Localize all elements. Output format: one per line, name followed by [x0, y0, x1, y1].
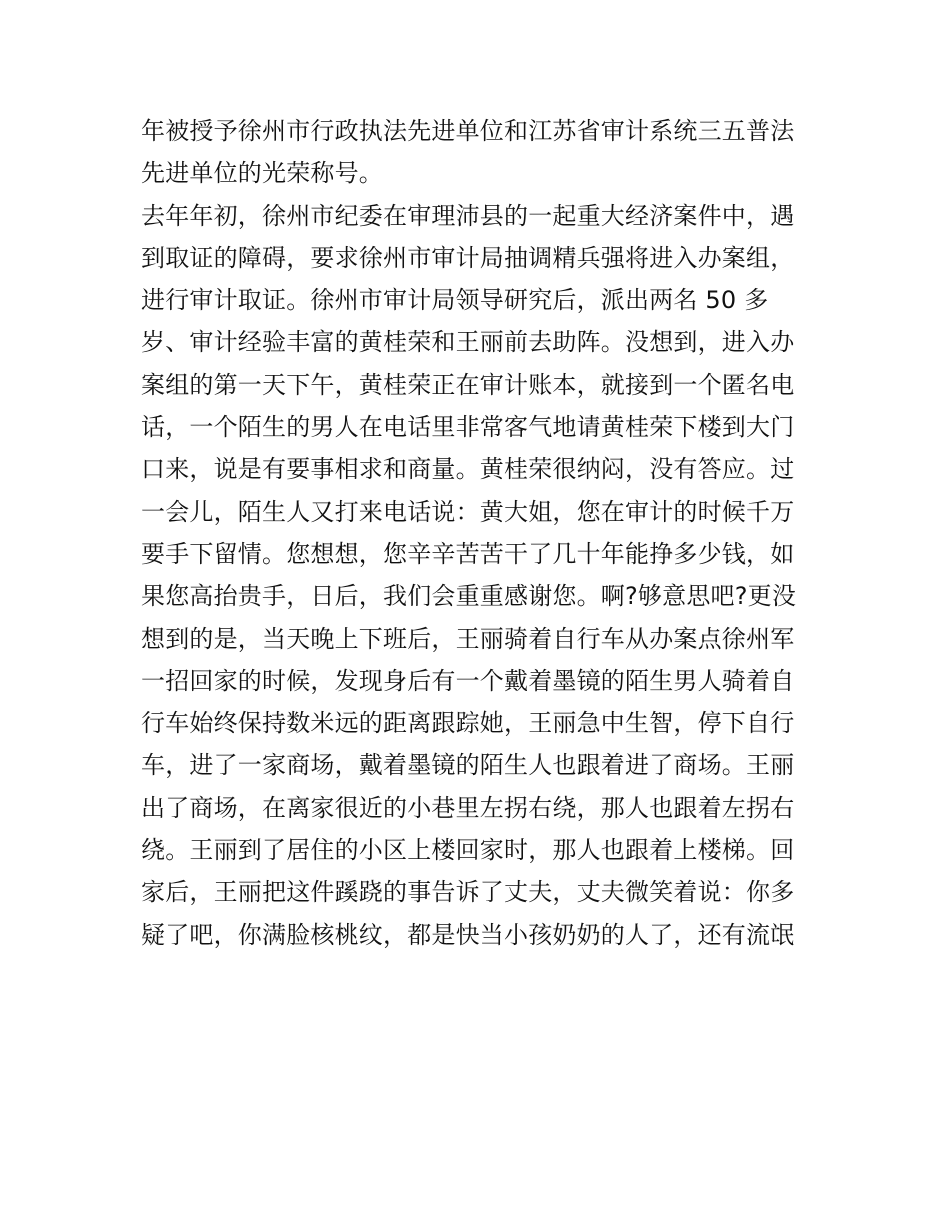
text-line: 疑了吧，你满脸核桃纹，都是快当小孩奶奶的人了，还有流氓: [141, 920, 795, 949]
text-line: 绕。王丽到了居住的小区上楼回家时，那人也跟着上楼梯。回: [141, 836, 795, 865]
text-line: 想到的是，当天晚上下班后，王丽骑着自行车从办案点徐州军: [141, 624, 795, 653]
text-line: 车，进了一家商场，戴着墨镜的陌生人也跟着进了商场。王丽: [141, 751, 795, 780]
text-line: 先进单位的光荣称号。: [141, 159, 383, 188]
text-line: 家后，王丽把这件蹊跷的事告诉了丈夫，丈夫微笑着说：你多: [141, 878, 795, 907]
text-line: 果您高抬贵手，日后，我们会重重感谢您。啊?够意思吧?更没: [141, 582, 797, 611]
text-line: 一招回家的时候，发现身后有一个戴着墨镜的陌生男人骑着自: [141, 666, 795, 695]
text-line: 一会儿，陌生人又打来电话说：黄大姐，您在审计的时候千万: [141, 497, 795, 526]
text-line: 岁、审计经验丰富的黄桂荣和王丽前去助阵。没想到，进入办: [141, 328, 795, 357]
text-line: 要手下留情。您想想，您辛辛苦苦干了几十年能挣多少钱，如: [141, 539, 795, 568]
text-line: 去年年初，徐州市纪委在审理沛县的一起重大经济案件中，遇: [141, 201, 795, 230]
text-line: 到取证的障碍，要求徐州市审计局抽调精兵强将进入办案组，: [141, 243, 795, 272]
text-line: 口来，说是有要事相求和商量。黄桂荣很纳闷，没有答应。过: [141, 455, 795, 484]
text-line: 年被授予徐州市行政执法先进单位和江苏省审计系统三五普法: [141, 117, 795, 145]
text-line: 行车始终保持数米远的距离跟踪她，王丽急中生智，停下自行: [141, 709, 795, 738]
text-line: 进行审计取证。徐州市审计局领导研究后，派出两名 50 多: [141, 286, 769, 315]
text-line: 案组的第一天下午，黄桂荣正在审计账本，就接到一个匿名电: [141, 370, 795, 399]
text-line: 出了商场，在离家很近的小巷里左拐右绕，那人也跟着左拐右: [141, 793, 795, 822]
text-line: 话，一个陌生的男人在电话里非常客气地请黄桂荣下楼到大门: [141, 413, 795, 442]
body-text: [141, 110, 821, 956]
